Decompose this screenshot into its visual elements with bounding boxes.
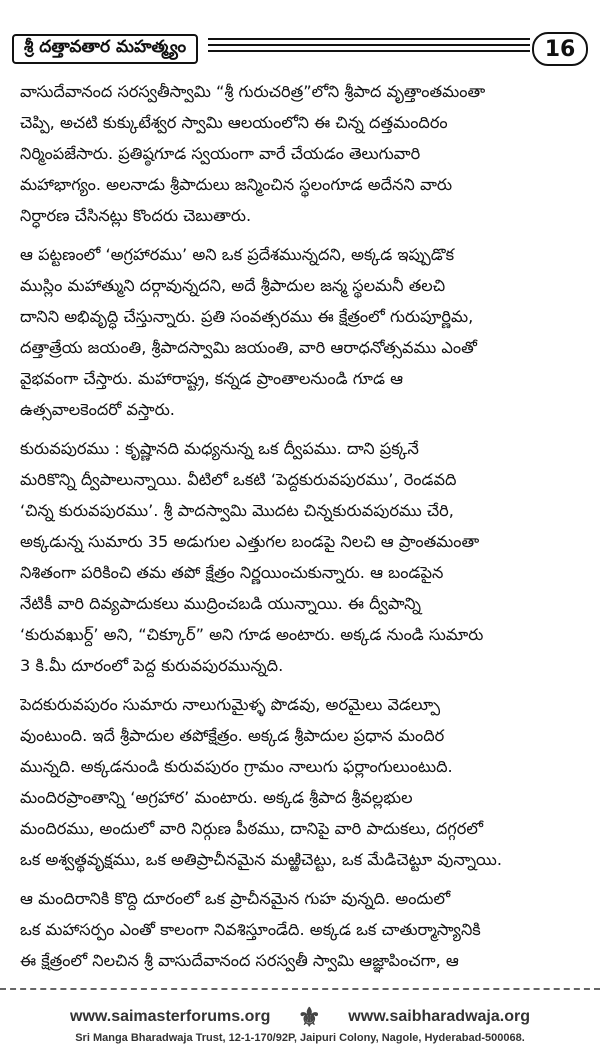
paragraph-5 <box>20 883 582 976</box>
text-line: చెప్పి, అచటి కుక్కుటేశ్వర స్వామి ఆలయంలోని ఈ చిన్న దత్తమందిరం <box>20 113 448 132</box>
text-line: ఆ పట్టణంలో ‘అగ్రహారము’ అని ఒక ప్రదేశమున్నదని, అక్కడ ఇప్పుడొక <box>20 245 455 264</box>
book-title: శ్రీ దత్తావతార మహత్మ్యం <box>12 34 198 64</box>
website-link-right[interactable]: www.saibharadwaja.org <box>348 1008 530 1025</box>
text-line: మందిరము, అందులో వారి నిర్గుణ పీఠము, దానిపై వారి పాదుకలు, దగ్గరలో <box>20 819 484 838</box>
text-line: దత్తాత్రేయ జయంతి, శ్రీపాదస్వామి జయంతి, వారి ఆరాధనోత్సవము ఎంతో <box>20 338 477 357</box>
text-line: నిర్ధారణ చేసినట్లు కొందరు చెబుతారు. <box>20 206 252 225</box>
text-line: మరికొన్ని ద్వీపాలున్నాయి. వీటిలో ఒకటి ‘పెద్దకురువపురము’, రెండవది <box>20 470 457 489</box>
text-line: వుంటుంది. ఇదే శ్రీపాదుల తపోక్షేత్రం. అక్కడ శ్రీపాదుల ప్రధాన మందిర <box>20 726 445 745</box>
text-line: ఆ మందిరానికి కొద్ది దూరంలో ఒక ప్రాచీనమైన గుహ వున్నది. అందులో <box>20 889 451 908</box>
text-line: ఉత్సవాలకెందరో వస్తారు. <box>20 400 175 419</box>
text-line: వాసుదేవానంద సరస్వతీస్వామి “శ్రీ గురుచరిత్ర”లోని శ్రీపాద వృత్తాంతమంతా <box>20 82 486 101</box>
paragraph-1 <box>20 76 582 231</box>
footer-links <box>70 1002 530 1032</box>
text-line: దానిని అభివృద్ధి చేస్తున్నారు. ప్రతి సంవత్సరము ఈ క్షేత్రంలో గురుపూర్ణిమ, <box>20 307 474 326</box>
text-line: ఒక మహాసర్పం ఎంతో కాలంగా నివశిస్తూండేది. అక్కడ ఒక చాతుర్మాస్యానికి <box>20 920 481 939</box>
text-line: 3 కి.మీ దూరంలో పెద్ద కురువపురమున్నది. <box>20 656 284 675</box>
text-line: ఒక అశ్వత్థవృక్షము, ఒక అతిప్రాచీనమైన మఱ్ఱిచెట్టు, ఒక మేడిచెట్టూ వున్నాయి. <box>20 850 503 869</box>
text-line: ‘కురువఖుర్ద్’ అని, “చిక్కూర్” అని గూడ అంటారు. అక్కడ నుండి సుమారు <box>20 625 484 644</box>
page-body <box>20 76 582 984</box>
trust-address: Sri Manga Bharadwaja Trust, 12-1-170/92P, Jaipuri Colony, Nagole, Hyderabad-500068. <box>75 1032 525 1044</box>
text-line: నిశితంగా పరికించి తమ తపో క్షేత్రం నిర్ణయించుకున్నారు. ఆ బండపైన <box>20 563 444 582</box>
text-line: మహాభాగ్యం. అలనాడు శ్రీపాదులు జన్మించిన స్థలంగూడ అదేనని వారు <box>20 175 453 194</box>
header-rule <box>208 38 530 56</box>
text-line: పెదకురువపురం సుమారు నాలుగుమైళ్ళ పొడవు, అరమైలు వెడల్పూ <box>20 695 441 714</box>
website-link-left[interactable]: www.saimasterforums.org <box>70 1008 271 1025</box>
text-line: ఈ క్షేత్రంలో నిలచిన శ్రీ వాసుదేవానంద సరస్వతీ స్వామి ఆజ్ఞాపించగా, ఆ <box>20 951 459 970</box>
paragraph-4 <box>20 689 582 875</box>
fleur-de-lis-icon: ⚜ <box>297 1002 321 1032</box>
text-line: నిర్మింపజేసారు. ప్రతిష్ఠగూడ స్వయంగా వారే చేయడం తెలుగువారి <box>20 144 421 163</box>
text-line: ‘చిన్న కురువపురము’. శ్రీ పాదస్వామి మొదట చిన్నకురువపురము చేరి, <box>20 501 454 520</box>
page-footer <box>0 998 600 1054</box>
page-header <box>8 32 592 66</box>
text-line: మందిరప్రాంతాన్ని ‘అగ్రహార’ మంటారు. అక్కడ శ్రీపాద శ్రీవల్లభుల <box>20 788 413 807</box>
paragraph-3 <box>20 433 582 681</box>
text-line: కురువపురము : కృష్ణానది మధ్యనున్న ఒక ద్వీపము. దాని ప్రక్కనే <box>20 439 419 458</box>
paragraph-2 <box>20 239 582 425</box>
text-line: అక్కడున్న సుమారు 35 అడుగుల ఎత్తుగల బండపై నిలచి ఆ ప్రాంతమంతా <box>20 532 480 551</box>
text-line: నేటికీ వారి దివ్యపాదుకలు ముద్రించబడి యున్నాయి. ఈ ద్వీపాన్ని <box>20 594 421 613</box>
page-number: 16 <box>532 32 588 66</box>
footer-divider <box>0 988 600 990</box>
text-line: ముస్లిం మహాత్ముని దర్గావున్నదని, అదే శ్రీపాదుల జన్మ స్థలమనీ తలచి <box>20 276 446 295</box>
text-line: మున్నది. అక్కడనుండి కురువపురం గ్రామం నాలుగు ఫర్లాంగులుంటుది. <box>20 757 453 776</box>
text-line: వైభవంగా చేస్తారు. మహారాష్ట్ర, కన్నడ ప్రాంతాలనుండి గూడ ఆ <box>20 369 404 388</box>
